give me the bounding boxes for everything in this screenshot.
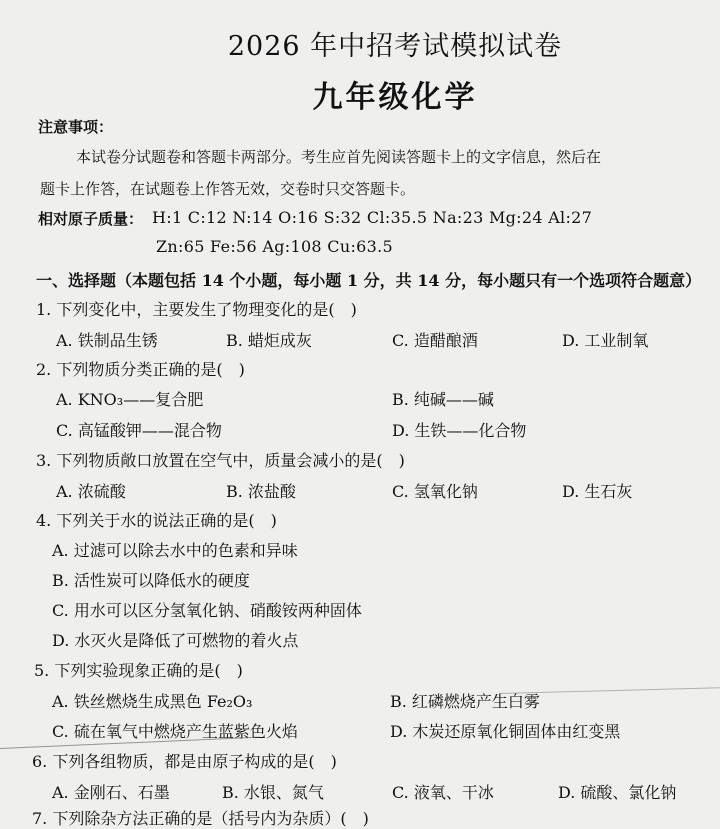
option-b: B. 水银、氮气 — [222, 783, 324, 802]
option-b: B. 纯碱——碱 — [392, 390, 494, 409]
option-b: B. 红磷燃烧产生白雾 — [390, 692, 540, 711]
option-b: B. 蜡炬成灰 — [226, 331, 312, 350]
option-b: B. 浓盐酸 — [226, 482, 296, 501]
atomic-mass-line-2: Zn:65 Fe:56 Ag:108 Cu:63.5 — [156, 237, 393, 256]
question-stem: 4. 下列关于水的说法正确的是( ) — [36, 511, 277, 530]
option-c: C. 液氧、干冰 — [392, 783, 494, 802]
option-c: C. 用水可以区分氢氧化钠、硝酸铵两种固体 — [52, 601, 362, 620]
notice-heading: 注意事项： — [38, 118, 114, 136]
option-d: D. 生石灰 — [562, 482, 633, 501]
option-d: D. 生铁——化合物 — [392, 421, 527, 440]
question-stem: 2. 下列物质分类正确的是( ) — [36, 360, 245, 379]
exam-title: 2026 年中招考试模拟试卷 — [227, 31, 563, 62]
option-a: A. KNO₃——复合肥 — [56, 390, 204, 409]
option-a: A. 金刚石、石墨 — [52, 783, 170, 802]
atomic-mass-label: 相对原子质量： — [38, 210, 144, 228]
atomic-mass-line-1: H:1 C:12 N:14 O:16 S:32 Cl:35.5 Na:23 Mg:24 Al:27 — [152, 208, 593, 227]
question-stem: 5. 下列实验现象正确的是( ) — [34, 661, 243, 680]
option-d: D. 水灭火是降低了可燃物的着火点 — [52, 631, 299, 650]
option-a: A. 铁制品生锈 — [56, 331, 158, 350]
option-d: D. 工业制氧 — [562, 331, 649, 350]
section-heading: 一、选择题（本题包括 14 个小题，每小题 1 分，共 14 分，每小题只有一个选项符合题意） — [36, 271, 702, 290]
question-stem: 1. 下列变化中，主要发生了物理变化的是( ) — [36, 300, 357, 319]
option-c: C. 硫在氧气中燃烧产生蓝紫色火焰 — [52, 722, 298, 741]
option-d: D. 硫酸、氯化钠 — [558, 783, 677, 802]
question-stem: 6. 下列各组物质，都是由原子构成的是( ) — [32, 752, 337, 771]
option-a: A. 铁丝燃烧生成黑色 Fe₂O₃ — [52, 692, 253, 711]
question-stem: 7. 下列除杂方法正确的是（括号内为杂质）( ) — [32, 809, 369, 828]
option-a: A. 浓硫酸 — [56, 482, 126, 501]
notice-line-1: 本试卷分试题卷和答题卡两部分。考生应首先阅读答题卡上的文字信息，然后在 — [76, 148, 602, 166]
question-stem: 3. 下列物质敞口放置在空气中，质量会减小的是( ) — [36, 451, 405, 470]
notice-line-2: 题卡上作答，在试题卷上作答无效，交卷时只交答题卡。 — [40, 180, 416, 198]
option-d: D. 木炭还原氧化铜固体由红变黑 — [390, 722, 621, 741]
option-a: A. 过滤可以除去水中的色素和异味 — [52, 541, 298, 560]
exam-subject: 九年级化学 — [312, 80, 478, 115]
option-c: C. 氢氧化钠 — [392, 482, 478, 501]
option-b: B. 活性炭可以降低水的硬度 — [52, 571, 250, 590]
option-c: C. 高锰酸钾——混合物 — [56, 421, 222, 440]
option-c: C. 造醋酿酒 — [392, 331, 478, 350]
